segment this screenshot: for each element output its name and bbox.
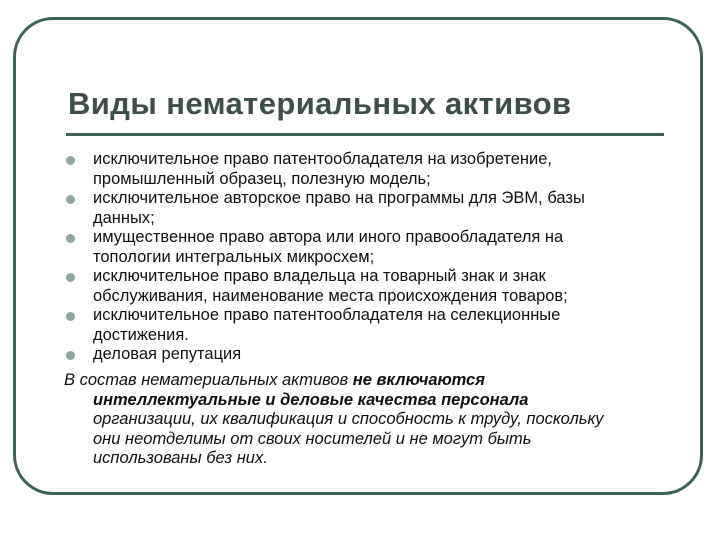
- note-emphasis-1: не включаются: [352, 371, 485, 389]
- list-item-1: [64, 150, 664, 189]
- title-divider: [66, 133, 664, 136]
- list-item-line: обслуживания, наименование места происхождения товаров;: [93, 286, 568, 305]
- list-item-3: [64, 228, 664, 267]
- list-item-line: данных;: [93, 208, 155, 227]
- note-emphasis-2: интеллектуальные и деловые качества персонала: [93, 390, 529, 409]
- assets-list: [64, 150, 664, 365]
- list-item-line: достижения.: [93, 325, 189, 344]
- bullet-dot-icon: [66, 234, 75, 243]
- bullet-dot-icon: [66, 351, 75, 360]
- note-prefix: В состав нематериальных активов: [64, 371, 353, 389]
- list-item-line: топологии интегральных микросхем;: [93, 247, 375, 266]
- list-item-4: [64, 267, 664, 306]
- note-line-2: [64, 391, 664, 411]
- slide-title: Виды нематериальных активов: [68, 86, 572, 121]
- list-item-line: исключительное право владельца на товарный знак и знак: [93, 267, 546, 285]
- note-line-3: организации, их квалификация и способность к труду, поскольку: [93, 410, 604, 428]
- list-item-line: деловая репутация: [93, 345, 242, 363]
- list-item-6: [64, 345, 664, 365]
- bullet-dot-icon: [66, 156, 75, 165]
- list-item-line: исключительное право патентообладателя на селекционные: [93, 306, 561, 324]
- bullet-dot-icon: [66, 273, 75, 282]
- list-item-line: промышленный образец, полезную модель;: [93, 169, 431, 188]
- note-line-4: они неотделимы от своих носителей и не могут быть: [93, 429, 532, 448]
- list-item-line: исключительное право патентообладателя на изобретение,: [93, 150, 553, 168]
- list-item-line: исключительное авторское право на программы для ЭВМ, базы: [93, 189, 585, 207]
- bullet-dot-icon: [66, 195, 75, 204]
- bullet-dot-icon: [66, 312, 75, 321]
- note-line-5: использованы без них.: [93, 449, 268, 467]
- list-item-2: [64, 189, 664, 228]
- exclusion-note: [64, 371, 664, 469]
- note-line-1: [64, 371, 664, 391]
- list-item-5: [64, 306, 664, 345]
- list-item-line: имущественное право автора или иного правообладателя на: [93, 228, 564, 246]
